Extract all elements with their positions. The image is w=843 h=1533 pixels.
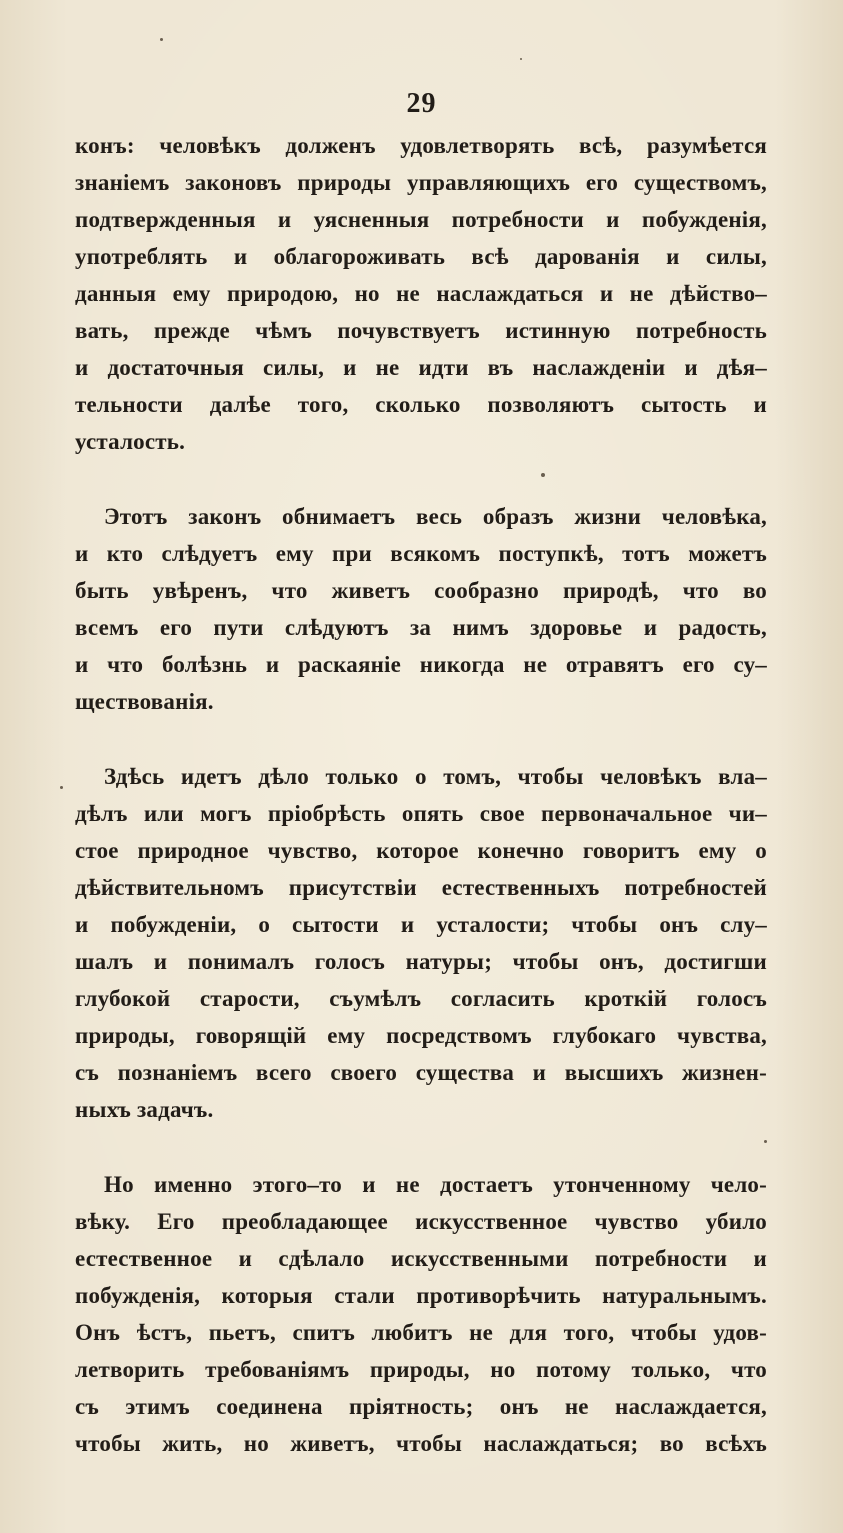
body-text <box>75 127 767 1500</box>
text-line: тельности далѣе того, сколько позволяютъ сытость и <box>75 392 767 417</box>
text-line: Этотъ законъ обнимаетъ весь образъ жизни человѣка, <box>104 504 767 529</box>
text-line: дѣйствительномъ присутствіи естественныхъ потребностей <box>75 875 767 900</box>
paper-speck <box>764 1140 767 1143</box>
text-line: вѣку. Его преобладающее искусственное чувство убило <box>75 1209 767 1234</box>
text-line: Онъ ѣстъ, пьетъ, спитъ любитъ не для того, чтобы удов- <box>75 1320 767 1345</box>
text-line: природы, говорящій ему посредствомъ глубокаго чувства, <box>75 1023 767 1048</box>
text-line: стое природное чувство, которое конечно говоритъ ему о <box>75 838 767 863</box>
paper-speck <box>160 38 163 41</box>
text-line: конъ: человѣкъ долженъ удовлетворять всѣ, разумѣется <box>75 133 767 158</box>
text-line: чтобы жить, но живетъ, чтобы наслаждаться; во всѣхъ <box>75 1431 767 1456</box>
text-line: вать, прежде чѣмъ почувствуетъ истинную потребность <box>75 318 767 343</box>
text-line: данныя ему природою, но не наслаждаться и не дѣйство– <box>75 281 767 306</box>
text-line: всемъ его пути слѣдуютъ за нимъ здоровье и радость, <box>75 615 767 640</box>
text-line: ныхъ задачъ. <box>75 1097 214 1122</box>
paragraph-4 <box>75 1166 767 1462</box>
text-line: усталость. <box>75 429 186 454</box>
paper-speck <box>520 58 522 60</box>
paper-speck <box>541 473 545 477</box>
text-line: шалъ и понималъ голосъ натуры; чтобы онъ, достигши <box>75 949 767 974</box>
text-line: съ познаніемъ всего своего существа и высшихъ жизнен- <box>75 1060 767 1085</box>
text-line: быть увѣренъ, что живетъ сообразно природѣ, что во <box>75 578 767 603</box>
text-line: и что болѣзнь и раскаяніе никогда не отравятъ его су– <box>75 652 767 677</box>
text-line: и кто слѣдуетъ ему при всякомъ поступкѣ, тотъ можетъ <box>75 541 767 566</box>
text-line: подтвержденныя и уясненныя потребности и побужденія, <box>75 207 767 232</box>
text-line: Но именно этого–то и не достаетъ утонченному чело- <box>104 1172 767 1197</box>
text-line: съ этимъ соединена пріятность; онъ не наслаждается, <box>75 1394 767 1419</box>
text-line: ществованія. <box>75 689 214 714</box>
text-line: глубокой старости, съумѣлъ согласить кроткій голосъ <box>75 986 767 1011</box>
text-line: естественное и сдѣлало искусственными потребности и <box>75 1246 767 1271</box>
paragraph-2 <box>75 498 767 720</box>
text-line: побужденія, которыя стали противорѣчить натуральнымъ. <box>75 1283 767 1308</box>
text-line: дѣлъ или могъ пріобрѣсть опять свое первоначальное чи– <box>75 801 767 826</box>
text-line: знаніемъ законовъ природы управляющихъ его существомъ, <box>75 170 767 195</box>
text-line: употреблять и облагороживать всѣ дарованія и силы, <box>75 244 767 269</box>
text-line: и побужденіи, о сытости и усталости; чтобы онъ слу– <box>75 912 767 937</box>
text-line: летворить требованіямъ природы, но потому только, что <box>75 1357 767 1382</box>
paper-speck <box>60 786 63 789</box>
paragraph-3 <box>75 758 767 1128</box>
text-line: Здѣсь идетъ дѣло только о томъ, чтобы человѣкъ вла– <box>104 764 767 789</box>
paragraph-1 <box>75 127 767 460</box>
text-line: и достаточныя силы, и не идти въ наслажденіи и дѣя– <box>75 355 767 380</box>
page-number: 29 <box>406 88 437 119</box>
